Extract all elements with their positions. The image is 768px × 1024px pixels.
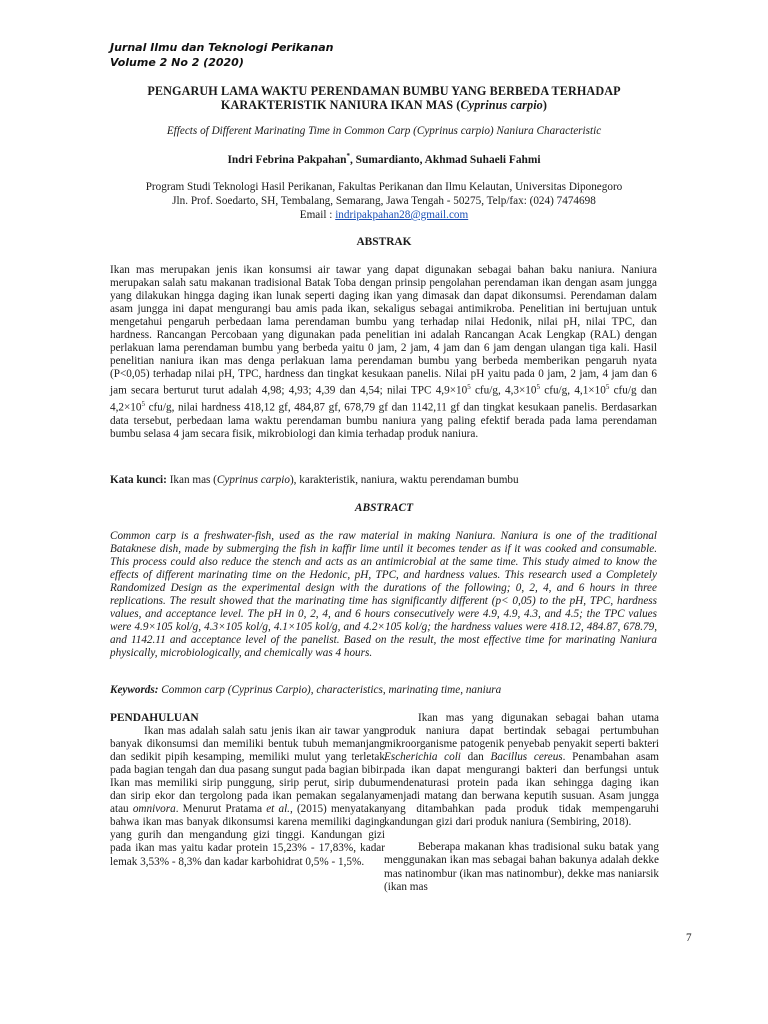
email-link[interactable]: indripakpahan28@gmail.com <box>335 209 469 221</box>
para-italic: et al. <box>266 803 290 816</box>
keywords-label: Keywords: <box>110 684 159 696</box>
para-text: . Penambahan asam pada ikan dapat mengurangi bakteri dan berfungsi untuk mendenaturasi protein pada ikan sehingga daging ikan menjadi matang dan berwana keputih susuan. Asam jungga yang ditambahkan pada produk tidak mempengaruhi kandungan gizi dari produk naniura (Sembiring, 2018). <box>384 751 659 829</box>
title-close: ) <box>542 98 548 112</box>
journal-name: Jurnal Ilmu dan Teknologi Perikanan <box>110 41 334 54</box>
kata-kunci <box>110 474 657 487</box>
author-list <box>100 152 668 166</box>
abstrak-text-e: cfu/g, nilai hardness 418,12 gf, 484,87 gf, 678,79 gf dan 1142,11 gf dan tingkat kesukaan panelis. Berdasarkan data tersebut, perbedaan lama waktu perendaman bumbu naniura yang paling efektif berada pada lama perendaman bumbu selasa 4 jam secara fisik, mikrobiologi dan kimia terhadap produk naniura. <box>110 401 657 441</box>
exponent: 5 <box>536 383 540 392</box>
email-label: Email : <box>299 209 336 221</box>
para-italic: Escherichia coli <box>384 751 461 764</box>
title-line-2 <box>100 98 668 112</box>
journal-volume: Volume 2 No 2 (2020) <box>110 56 244 69</box>
para-text: Ikan mas adalah salah satu jenis ikan air tawar yang banyak dikonsumsi dan memiliki bentuk tubuh memanjang dan sedikit pipih kesamping, memiliki mulut yang terletak pada bagian tengah dan dua pasang sungut pada bagian bibir. Ikan mas memiliki sirip punggung, sirip perut, sirip dubur dan sirip ekor dan tergolong pada ikan pemakan segalanya atau <box>110 725 385 816</box>
para-text: . Menurut Pratama <box>175 803 267 816</box>
kata-kunci-text-a: Ikan mas ( <box>166 474 217 486</box>
title-line-1: PENGARUH LAMA WAKTU PERENDAMAN BUMBU YANG BERBEDA TERHADAP <box>147 84 621 98</box>
abstrak-text-b: cfu/g, 4,3×10 <box>470 385 537 398</box>
abstrak-heading: ABSTRAK <box>356 236 412 248</box>
keywords <box>110 684 657 697</box>
abstrak-text-a: Ikan mas merupakan jenis ikan konsumsi air tawar yang dapat digunakan sebagai bahan baku naniura. Naniura merupakan salah satu makanan tradisional Batak Toba dengan prinsip pengolahan perendaman ikan dengan asam jungga yang dilakukan hingga daging ikan lunak seperti daging ikan yang dimasak dan dapat dikonsumsi. Perendaman dalam asam jungga ini dapat mengurangi bau amis pada ikan, sekaligus sebagai antimikroba. Penelitian ini bertujuan untuk mengetahui pengaruh perbedaan lama perendaman bumbu yang terhadap nilai Hedonik, nilai pH, nilai TPC, dan hardness. Rancangan Percobaan yang digunakan pada penelitian ini adalah Rancangan Acak Lengkap (RAL) dengan perlakuan lama perendaman bumbu yang berbeda yaitu 0 jam, 2 jam, 4 jam dan 6 jam dengan ulangan tiga kali. Hasil penelitian naniura ikan mas denga perlakuan lama perendaman bumbu yang berbeda memberikan pengaruh nyata (P<0,05) terhadap nilai pH, TPC, hardness dan tingkat kesukaan panelis. Nilai pH yaitu pada 0 jam, 2 jam, 4 jam dan 6 jam secara berturut turut adalah 4,98; 4,93; 4,39 dan 4,54; nilai TPC 4,9×10 <box>110 264 657 398</box>
paragraph: Beberapa makanan khas tradisional suku batak yang menggunakan ikan mas sebagai bahan bakunya adalah dekke mas natinombur (ikan mas natinombur), dekke mas naniarsik (ikan mas <box>384 841 659 893</box>
kata-kunci-label: Kata kunci: <box>110 474 167 486</box>
abstract-body: Common carp is a freshwater-fish, used as the raw material in making Naniura. Naniura is one of the traditional Bataknese dish, made by submerging the fish in kaffir lime until it becomes tender as if it was cooked and consumable. This process could also reduce the stench and acts as an antimicrobial at the same time. This study aimed to know the effects of different marinating time on the Hedonic, pH, TPC, and hardness values. This research used a Completely Randomized Design as the experimental design with the durations of the following; 0, 2, 4, and 6 hours in three replications. The result showed that the marinating time has significantly different (p< 0,05) to the pH, TPC, hardness values, and acceptance level. The pH in 0, 2, 4, and 6 hours consecutively were 4.9, 4.9, 4.3, and 4.5; the TPC values were 4.9×105 kol/g, 4.3×105 kol/g, 4.1×105 kol/g, and 4.2×105 kol/g; the hardness values were 418.12, 484.87, 678.79, and 1142.11 and acceptance level of the panelist. Based on the result, the most effective time for marinating Naniura physically, microbiologically, and chemically was 4 hours. <box>110 530 657 660</box>
english-title: Effects of Different Marinating Time in Common Carp (Cyprinus carpio) Naniura Characteristic <box>166 125 602 137</box>
para-text: , (2015) menyatakan bahwa ikan mas banyak dikonsumsi karena memiliki daging yang gurih dan mengandung gizi tinggi. Kandungan gizi pada ikan mas yaitu kadar protein 15,23% - 17,83%, kadar lemak 3,53% - 8,3% dan kadar karbohidrat 0,5% - 1,5%. <box>110 803 385 868</box>
abstract-heading: ABSTRACT <box>354 502 414 514</box>
paragraph <box>110 725 385 869</box>
journal-header <box>110 40 333 70</box>
para-text: Ikan mas yang digunakan sebagai bahan utama produk naniura dapat bertindak sebagai pertumbuhan mikroorganisme patogenik penyebab penyakit seperti bakteri <box>384 712 659 751</box>
title-text: KARAKTERISTIK NANIURA IKAN MAS ( <box>220 98 461 112</box>
right-column <box>384 712 659 894</box>
abstrak-text-d: cfu/g dan 4,2×10 <box>110 385 657 414</box>
page-number: 7 <box>686 932 692 944</box>
paper-title <box>100 84 668 112</box>
para-italic: Bacillus cereus <box>490 751 563 764</box>
keywords-text: Common carp (Cyprinus Carpio), characteristics, marinating time, naniura <box>158 684 502 696</box>
exponent: 5 <box>467 383 471 392</box>
affiliation-line-1: Program Studi Teknologi Hasil Perikanan, Fakultas Perikanan dan Ilmu Kelautan, Universitas Diponegoro <box>145 181 623 193</box>
kata-kunci-species: Cyprinus carpio <box>216 474 290 486</box>
other-authors: , Sumardianto, Akhmad Suhaeli Fahmi <box>349 153 541 166</box>
affiliation <box>100 180 668 222</box>
affiliation-line-2: Jln. Prof. Soedarto, SH, Tembalang, Semarang, Jawa Tengah - 50275, Telp/fax: (024) 7474698 <box>172 195 596 207</box>
email-line <box>100 208 668 222</box>
exponent: 5 <box>605 383 610 392</box>
title-species: Cyprinus carpio <box>460 98 543 112</box>
corresponding-mark: * <box>346 152 350 160</box>
paragraph <box>384 712 659 829</box>
left-column <box>110 712 385 869</box>
para-text: dan <box>460 751 491 764</box>
para-italic: omnivora <box>132 803 176 816</box>
author-1: Indri Febrina Pakpahan <box>227 153 347 166</box>
exponent: 5 <box>141 400 145 409</box>
kata-kunci-text-b: ), karakteristik, naniura, waktu perendaman bumbu <box>289 474 519 486</box>
abstrak-body <box>110 264 657 441</box>
abstrak-text-c: cfu/g, 4,1×10 <box>540 385 606 398</box>
section-heading: PENDAHULUAN <box>110 712 199 724</box>
